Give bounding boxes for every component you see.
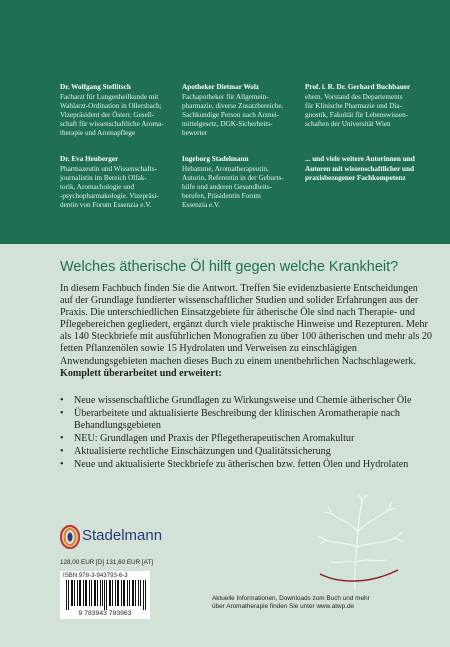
author-name: ... und viele weitere Autorinnen und [305,155,415,163]
author-name: Prof. i. R. Dr. Gerhard Buchbauer [305,83,411,91]
intro-text [60,283,432,380]
footer-line: über Aromatherapie finden Sie unter www.atwp.de [212,603,355,611]
list-item: • Aktualisierte rechtliche Einschätzungen und Qualitätssicherung [60,446,331,458]
list-item: • Überarbeitete und aktualisierte Beschreibung der klinischen Aromatherapie nach Behandlungsgebieten [60,408,400,432]
author-desc: Pharmazeutin und Wissenschafts- journalistin im Bereich Olfak- torik, Aromachologie und -psychopharmakologie. Vizepräsi- dentin von Forum Essenzia e.V. [60,165,159,210]
barcode-bars-icon [66,580,146,610]
author-name: Ingeborg Stadelmann [182,155,249,163]
herb-illustration-icon [300,492,410,592]
author-name: Dr. Wolfgang Steflitsch [60,83,131,91]
publisher-name: Stadelmann [82,527,163,544]
author-panel [0,0,450,244]
footer-note [212,595,412,612]
bullet-icon: • [60,459,64,471]
isbn-label: ISBN 978-3-943793-6-3 [63,572,128,579]
list-item: • NEU: Grundlagen und Praxis der Pflegetherapeutischen Aromakultur [60,433,355,445]
author-block [305,155,435,183]
barcode [60,571,150,619]
author-desc: Hebamme, Aromatherapeutin, Autorin, Referentin in der Geburts- hilfe und anderen Gesundheits- berufen, Präsidentin Forum Essenzia e.V. [182,165,284,210]
bullet-icon: • [60,433,64,445]
bullet-icon: • [60,446,64,458]
bullet-icon: • [60,408,64,420]
author-desc: Autoren mit wissenschaftlicher und praxisbezogener Fachkompetenz [305,165,414,183]
publisher-logo [60,523,170,553]
author-block [182,155,300,211]
list-item: • Neue wissenschaftliche Grundlagen zu Wirkungsweise und Chemie ätherischer Öle [60,395,412,406]
intro-bold-line: Komplett überarbeitet und erweitert: [60,367,222,379]
author-block [305,83,435,129]
list-item: • Neue und aktualisierte Steckbriefe zu ätherischen bzw. fetten Ölen und Hydrolaten [60,459,409,471]
price-label: 128,00 EUR [D] 131,60 EUR [AT] [60,559,153,566]
author-block [182,83,300,139]
author-name: Apotheker Dietmar Wolz [182,83,260,91]
author-desc: Facharzt für Lungenheilkunde mit Wahlarzt-Ordination in Ollersbach; Vizepräsident der Österr. Gesell- schaft für wissenschaftliche Aroma- therapie und Aromapflege [60,93,164,138]
author-desc: Fachapotheker für Allgemein- pharmazie, diverse Zusatzbereiche. Sachkundige Person nach Arznei- mittelgesetz, DGK-Sicherheits- bewerter [182,93,284,138]
stadelmann-logo-icon [60,525,80,549]
feature-list [60,395,432,473]
author-desc: ehem. Vorstand des Departements für Klinische Pharmazie und Dia- gnostik, Fakultät für Lebenswissen- schaften der Universität Wien [305,93,409,129]
bullet-icon: • [60,395,64,406]
author-block [60,83,178,139]
author-block [60,155,178,211]
barcode-digits: 9 783943 793963 [78,610,132,617]
author-name: Dr. Eva Heuberger [60,155,119,163]
footer-line: Aktuelle Informationen, Downloads zum Buch und mehr [212,595,370,602]
intro-paragraph: In diesem Fachbuch finden Sie die Antwort. Treffen Sie evidenzbasierte Entscheidungen auf der Grundlage fundierter wissenschaftlicher Studien und solider Erfahrungen aus der Praxis. Die unterschiedlichen Einsatzgebiete für ätherische Öle sind nach Therapie- und Pflegebereichen gegliedert, ergänzt durch viele praktische Hinweise und Rezepturen. Mehr als 140 Steckbriefe mit ausführlichen Monografien zu über 100 ätherischen und mehr als 20 fetten Pflanzenölen sowie 15 Hydrolaten und Verweisen zu einschlägigen Anwendungsgebieten machen dieses Buch zu einem unentbehrlichen Nachschlagewerk. [60,283,432,367]
headline: Welches ätherische Öl hilft gegen welche Krankheit? [60,259,399,275]
